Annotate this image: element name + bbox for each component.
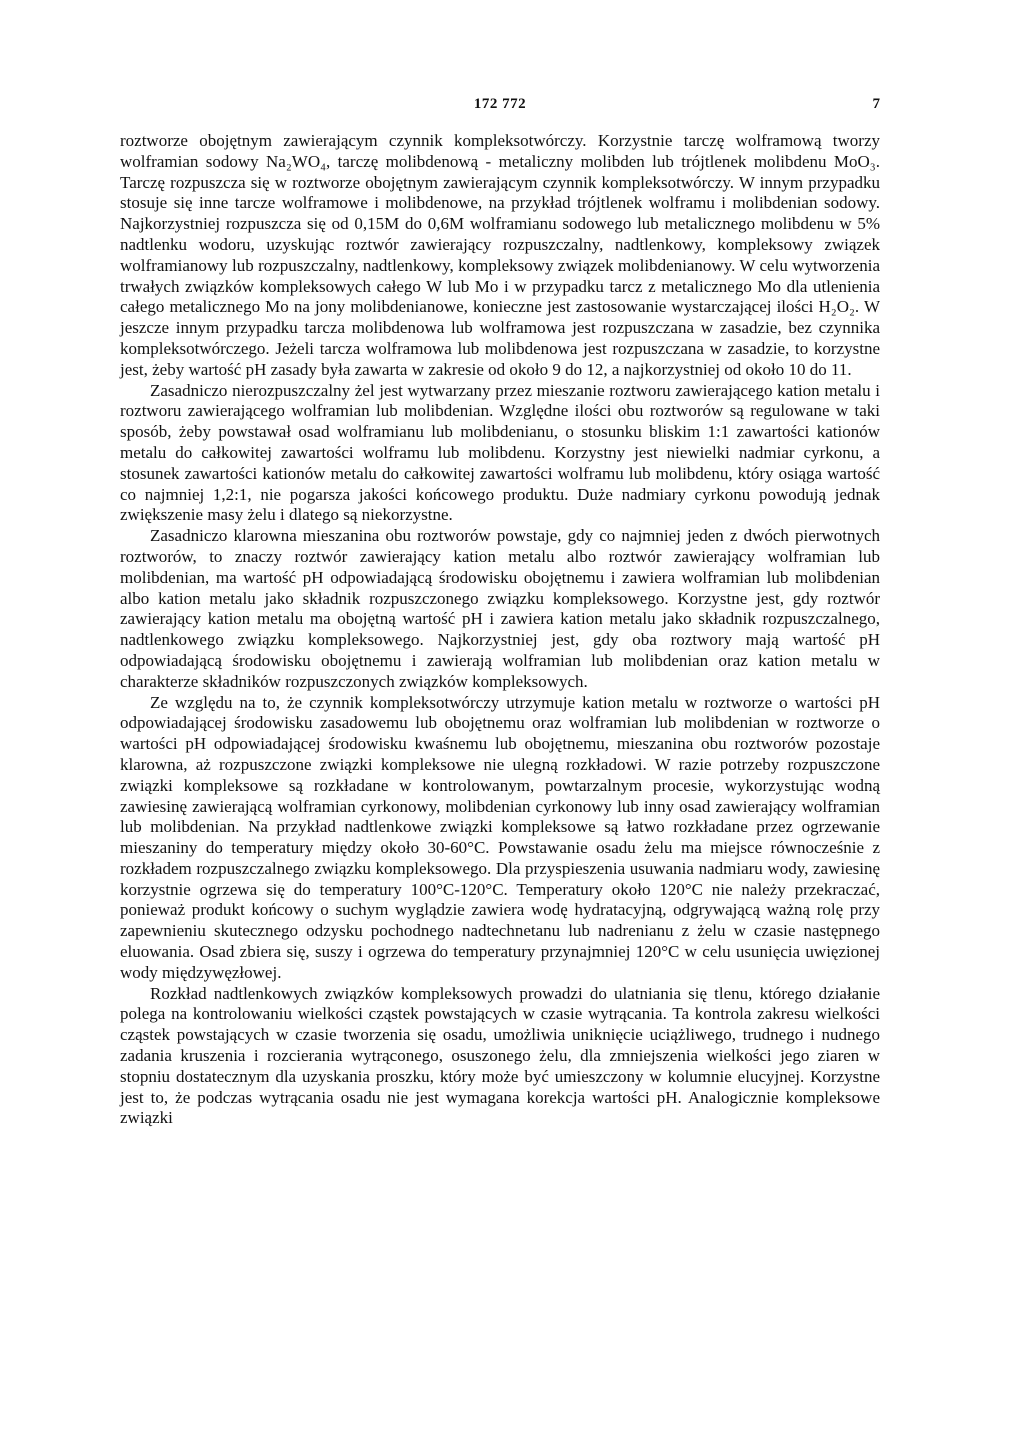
body-text [120,131,880,1129]
paragraph: Zasadniczo klarowna mieszanina obu roztworów powstaje, gdy co najmniej jeden z dwóch pierwotnych roztworów, to znaczy roztwór zawierający kation metalu albo roztwór zawierający wolframian lub molibdenian, ma wartość pH odpowiadającą środowisku obojętnemu i zawiera wolframian lub molibdenian albo kation metalu jako składnik rozpuszczonego związku kompleksowego. Korzystne jest, gdy roztwór zawierający kation metalu ma obojętną wartość pH i zawiera kation metalu jako składnik rozpuszczalnego, nadtlenkowego związku kompleksowego. Najkorzystniej jest, gdy oba roztwory mają wartość pH odpowiadającą środowisku obojętnemu i zawierają wolframian lub molibdenian oraz kation metalu w charakterze składników rozpuszczonych związków kompleksowych. [120,526,880,691]
page-number: 7 [872,96,880,112]
page-header [120,96,880,118]
paragraph: roztworze obojętnym zawierającym czynnik kompleksotwórczy. Korzystnie tarczę wolframową tworzy wolframian sodowy Na₂WO₄, tarczę molibdenową - metaliczny molibden lub trójtlenek molibdenu MoO₃. Tarczę rozpuszcza się w roztworze obojętnym zawierającym czynnik kompleksotwórczy. W innym przypadku stosuje się inne tarcze wolframowe i molibdenowe, na przykład trójtlenek wolframu i molibdenian sodowy. Najkorzystniej rozpuszcza się od 0,15M do 0,6M wolframianu sodowego lub metalicznego molibdenu w 5% nadtlenku wodoru, uzyskując roztwór zawierający rozpuszczalny, nadtlenkowy, kompleksowy związek wolframianowy lub rozpuszczalny, nadtlenkowy, kompleksowy związek molibdenianowy. W celu wytworzenia trwałych związków kompleksowych całego W lub Mo i w przypadku tarcz z metalicznego Mo dla utlenienia całego metalicznego Mo na jony molibdenianowe, konieczne jest zastosowanie wystarczającej ilości H₂O₂. W jeszcze innym przypadku tarcza molibdenowa lub wolframowa jest rozpuszczana w zasadzie, bez czynnika kompleksotwórczego. Jeżeli tarcza wolframowa lub molibdenowa jest rozpuszczana w zasadzie, to korzystne jest, żeby wartość pH zasady była zawarta w zakresie od około 9 do 12, a najkorzystniej od około 10 do 11. [120,131,880,379]
paragraph: Rozkład nadtlenkowych związków kompleksowych prowadzi do ulatniania się tlenu, którego działanie polega na kontrolowaniu wielkości cząstek powstających w czasie wytrącania. Ta kontrola zakresu wielkości cząstek powstających w czasie tworzenia się osadu, umożliwia uniknięcie uciążliwego, trudnego i nudnego zadania kruszenia i rozcierania wytrąconego, osuszonego żelu, dla zmniejszenia wielkości jego ziaren w stopniu dostatecznym dla uzyskania proszku, który może być umieszczony w kolumnie elucyjnej. Korzystne jest to, że podczas wytrącania osadu nie jest wymagana korekcja wartości pH. Analogicznie kompleksowe związki [120,983,880,1128]
paragraph: Ze względu na to, że czynnik kompleksotwórczy utrzymuje kation metalu w roztworze o wartości pH odpowiadającej środowisku zasadowemu lub obojętnemu oraz wolframian lub molibdenian w roztworze o wartości pH odpowiadającej środowisku kwaśnemu lub obojętnemu, mieszanina obu roztworów pozostaje klarowna, aż rozpuszczone związki kompleksowe nie ulegną rozkładowi. W razie potrzeby rozpuszczone związki kompleksowe są rozkładane w kontrolowanym, powtarzalnym procesie, wykorzystując wodną zawiesinę zawierającą wolframian cyrkonowy, molibdenian cyrkonowy lub inny osad zawierający wolframian lub molibdenian. Na przykład nadtlenkowe związki kompleksowe są łatwo rozkładane przez ogrzewanie mieszaniny do temperatury między około 30-60°C. Powstawanie osadu żelu ma miejsce równocześnie z rozkładem rozpuszczalnego związku kompleksowego. Dla przyspieszenia usuwania nadmiaru wody, zawiesinę korzystnie ogrzewa się do temperatury 100°C-120°C. Temperatury około 120°C nie należy przekraczać, ponieważ produkt końcowy o suchym wyglądzie zawiera wodę hydratacyjną, odgrywającą ważną rolę przy zapewnieniu skutecznego odzysku pochodnego nadtechnetanu lub nadrenianu z żelu w czasie następnego eluowania. Osad zbiera się, suszy i ogrzewa do temperatury przynajmniej 120°C w celu usunięcia uwięzionej wody międzywęzłowej. [120,692,880,982]
paragraph: Zasadniczo nierozpuszczalny żel jest wytwarzany przez mieszanie roztworu zawierającego kation metalu i roztworu zawierającego wolframian lub molibdenian. Względne ilości obu roztworów są regulowane w taki sposób, żeby powstawał osad wolframianu lub molibdenianu, o stosunku bliskim 1:1 zawartości kationów metalu do całkowitej zawartości wolframu lub molibdenu. Korzystny jest niewielki nadmiar cyrkonu, a stosunek zawartości kationów metalu do całkowitej zawartości wolframu lub molibdenu, który osiąga wartość co najmniej 1,2:1, nie pogarsza jakości końcowego produktu. Duże nadmiary cyrkonu powodują jednak zwiększenie masy żelu i dlatego są niekorzystne. [120,380,880,525]
document-number: 172 772 [473,96,527,112]
